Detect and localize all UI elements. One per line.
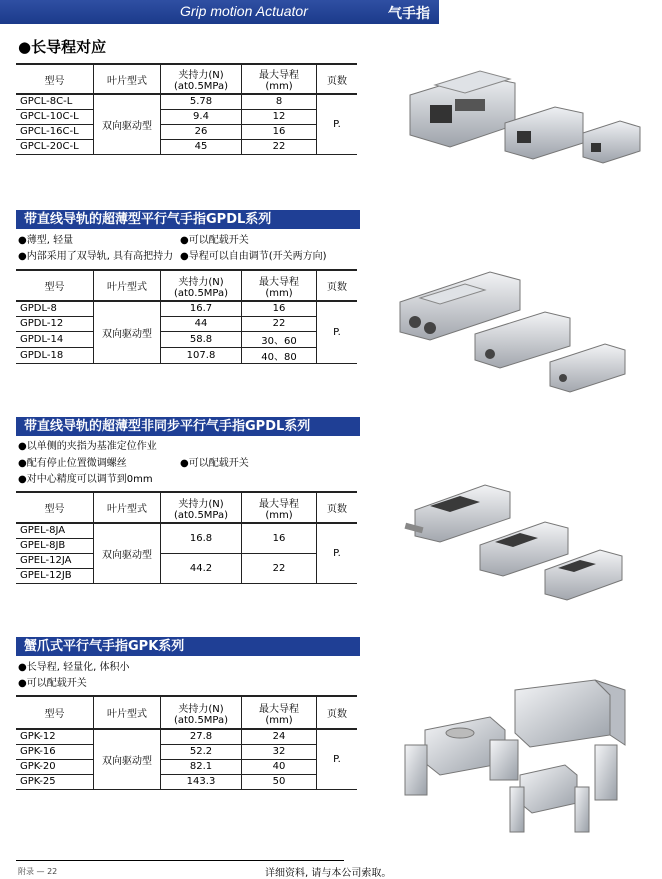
- section2-feature: ●导程可以自由调节(开关两方向): [180, 251, 327, 262]
- table-row: GPCL-20C-L 45 22: [16, 139, 357, 154]
- table-row: GPK-20 82.1 40: [16, 759, 357, 774]
- gpcl-product-photo: [405, 55, 645, 165]
- header-title-cn: 气手指: [388, 6, 430, 22]
- section2-title: 带直线导轨的超薄型平行气手指GPDL系列: [16, 210, 356, 229]
- section4-feature: ●长导程, 轻量化, 体积小: [18, 662, 130, 673]
- table-row: GPDL-14 58.8 30、60: [16, 331, 357, 347]
- section3-table: 型号 叶片型式 夹持力(N) (at0.5MPa) 最大导程 (mm) 页数 GPEL-8JA 双向驱动型 16.8 16 P. GPEL-8JB GPEL-12JA 44.2 22 GPEL-12JB: [16, 491, 357, 584]
- table-row: GPEL-12JA 44.2 22: [16, 553, 357, 568]
- page-header: [0, 0, 439, 24]
- table-row: GPK-25 143.3 50: [16, 774, 357, 789]
- header-title-en: Grip motion Actuator: [180, 3, 308, 19]
- drive-type: 双向驱动型: [94, 94, 161, 154]
- col-stroke: 最大导程 (mm): [242, 64, 317, 94]
- table-row: GPCL-10C-L 9.4 12: [16, 109, 357, 124]
- page-ref: P.: [317, 94, 358, 154]
- gpk-product-photo: [395, 675, 645, 850]
- section3-feature: ●可以配载开关: [180, 458, 249, 469]
- table-row: GPDL-18 107.8 40、80: [16, 347, 357, 363]
- col-force: 夹持力(N) (at0.5MPa): [161, 64, 242, 94]
- footer-page-number: 附录 — 22: [18, 867, 58, 876]
- section4-table: 型号 叶片型式 夹持力(N) (at0.5MPa) 最大导程 (mm) 页数 GPK-12 双向驱动型 27.8 24 P. GPK-16 52.2 32 GPK-20 82.1 40 GPK-25 143.3 50: [16, 695, 357, 790]
- section3-feature: ●以单侧的夹指为基准定位作业: [18, 441, 157, 452]
- table-row: GPK-12 双向驱动型 27.8 24 P.: [16, 729, 357, 744]
- section1-table: [16, 63, 357, 155]
- section3-feature: ●对中心精度可以调节到0mm: [18, 474, 153, 485]
- gpdl-product-photo: [395, 262, 645, 397]
- section2-table: 型号 叶片型式 夹持力(N) (at0.5MPa) 最大导程 (mm) 页数 GPDL-8 双向驱动型 16.7 16 P. GPDL-12 44 22 GPDL-14 58.8 30、60 GPDL-18 107.8 40、80: [16, 269, 357, 364]
- table-row: GPEL-8JB: [16, 538, 357, 553]
- footer-rule: [16, 860, 344, 861]
- col-type: 叶片型式: [94, 64, 161, 94]
- section4-feature: ●可以配载开关: [18, 678, 87, 689]
- table-row: GPDL-12 44 22: [16, 316, 357, 331]
- section2-feature: ●内部采用了双导轨, 具有高把持力: [18, 251, 174, 262]
- section4-title: 蟹爪式平行气手指GPK系列: [16, 637, 356, 656]
- footer-note: 详细资料, 请与本公司索取。: [265, 868, 392, 879]
- table-row: GPEL-8JA 双向驱动型 16.8 16 P.: [16, 523, 357, 538]
- section3-feature: ●配有停止位置微调螺丝: [18, 458, 127, 469]
- col-model: 型号: [16, 64, 94, 94]
- section2-feature: ●薄型, 轻量: [18, 235, 74, 246]
- col-page: 页数: [317, 64, 358, 94]
- section1-title: ●长导程对应: [18, 38, 107, 56]
- section3-title: 带直线导轨的超薄型非同步平行气手指GPDL系列: [16, 417, 356, 436]
- table-row: GPEL-12JB: [16, 568, 357, 583]
- table-row: GPK-16 52.2 32: [16, 744, 357, 759]
- table-row: GPCL-8C-L 双向驱动型 5.78 8 P.: [16, 94, 357, 109]
- section2-feature: ●可以配载开关: [180, 235, 249, 246]
- table-row: GPDL-8 双向驱动型 16.7 16 P.: [16, 301, 357, 316]
- gpel-product-photo: [400, 470, 640, 605]
- table-row: GPCL-16C-L 26 16: [16, 124, 357, 139]
